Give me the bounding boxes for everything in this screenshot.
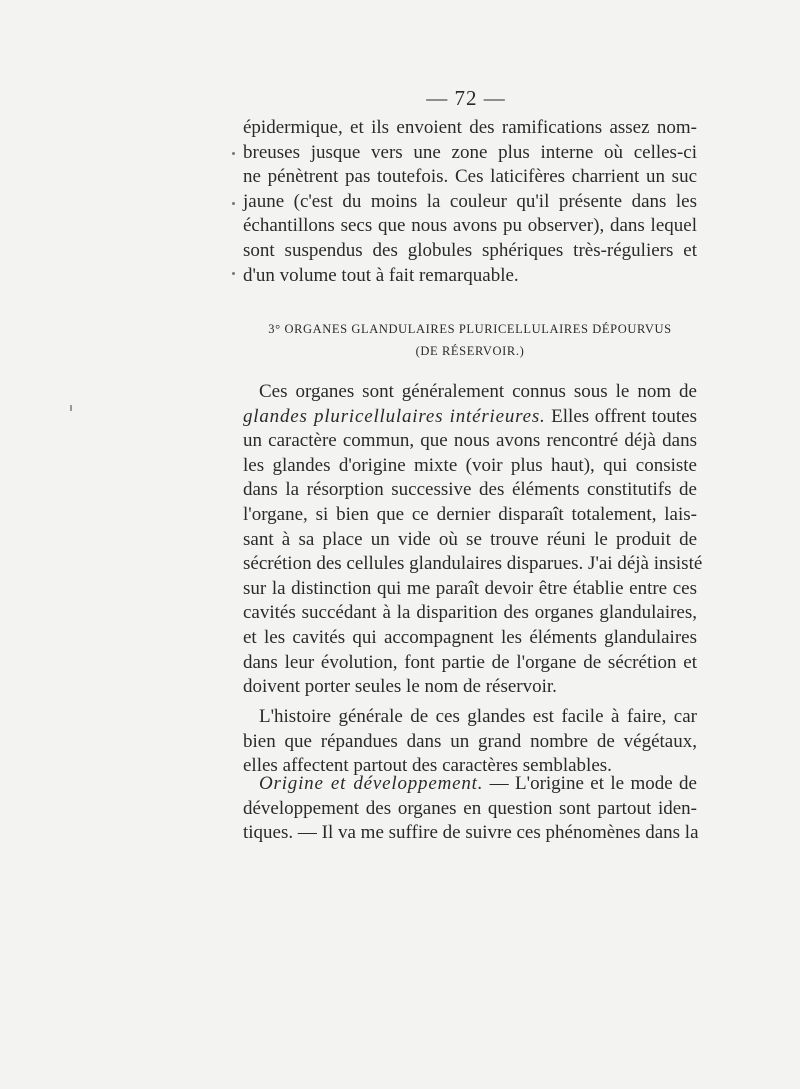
- section-heading: [243, 318, 697, 362]
- text-line: l'organe, si bien que ce dernier disparaît totalement, lais-: [243, 503, 697, 525]
- text-line: et les cavités qui accompagnent les éléments glandulaires: [243, 626, 697, 648]
- text-line: doivent porter seules le nom de réservoir.: [243, 676, 557, 698]
- text-line: jaune (c'est du moins la couleur qu'il présente dans les: [243, 190, 697, 212]
- text-line: Ces organes sont généralement connus sous le nom de: [259, 381, 697, 402]
- margin-speck: [232, 202, 235, 205]
- text-line: dans leur évolution, font partie de l'organe de sécrétion et: [243, 651, 697, 673]
- text-line: [243, 772, 697, 797]
- section-heading-line-1: 3° ORGANES GLANDULAIRES PLURICELLULAIRES DÉPOURVUS: [268, 322, 672, 336]
- text-line: ne pénètrent pas toutefois. Ces laticifères charrient un suc: [243, 166, 697, 188]
- margin-speck: [232, 272, 235, 275]
- text-line: dans la résorption successive des éléments constitutifs de: [243, 479, 697, 501]
- text-line: échantillons secs que nous avons pu observer), dans lequel: [243, 215, 697, 237]
- margin-speck: [70, 405, 72, 411]
- text-line: d'un volume tout à fait remarquable.: [243, 264, 519, 286]
- page-number: — 72 —: [426, 86, 506, 110]
- section-heading-line-2: (DE RÉSERVOIR.): [415, 344, 525, 358]
- text-line: L'histoire générale de ces glandes est facile à faire, car: [259, 706, 697, 727]
- text-line: tiques. — Il va me suffire de suivre ces phénomènes dans la: [243, 822, 699, 844]
- text-line: sur la distinction qui me paraît devoir être établie entre ces: [243, 577, 697, 599]
- margin-speck: [232, 152, 235, 155]
- paragraph-3: [243, 705, 697, 779]
- text-fragment: — L'origine et le mode de: [483, 773, 697, 794]
- text-fragment: Elles offrent toutes: [545, 405, 697, 427]
- text-line: sont suspendus des globules sphériques très-réguliers et: [243, 239, 697, 261]
- text-line: développement des organes en question sont partout iden-: [243, 797, 697, 819]
- italic-term: glandes pluricellulaires intérieures.: [243, 405, 546, 427]
- text-line: sécrétion des cellules glandulaires disparues. J'ai déjà insisté: [243, 553, 703, 575]
- text-line: bien que répandues dans un grand nombre de végétaux,: [243, 730, 697, 752]
- text-line: sant à sa place un vide où se trouve réuni le produit de: [243, 528, 697, 550]
- paragraph-1: [243, 116, 697, 288]
- text-line: [243, 405, 697, 430]
- paragraph-2: [243, 380, 703, 700]
- text-line: cavités succédant à la disparition des organes glandulaires,: [243, 602, 697, 624]
- italic-heading: Origine et développement.: [259, 773, 484, 794]
- text-line: les glandes d'origine mixte (voir plus haut), qui consiste: [243, 454, 697, 476]
- paragraph-4: [243, 772, 697, 846]
- text-line: breuses jusque vers une zone plus interne où celles-ci: [243, 141, 697, 163]
- text-line: épidermique, et ils envoient des ramifications assez nom-: [243, 117, 697, 138]
- text-line: elles affectent partout des caractères semblables.: [243, 755, 612, 777]
- text-line: un caractère commun, que nous avons rencontré déjà dans: [243, 430, 697, 452]
